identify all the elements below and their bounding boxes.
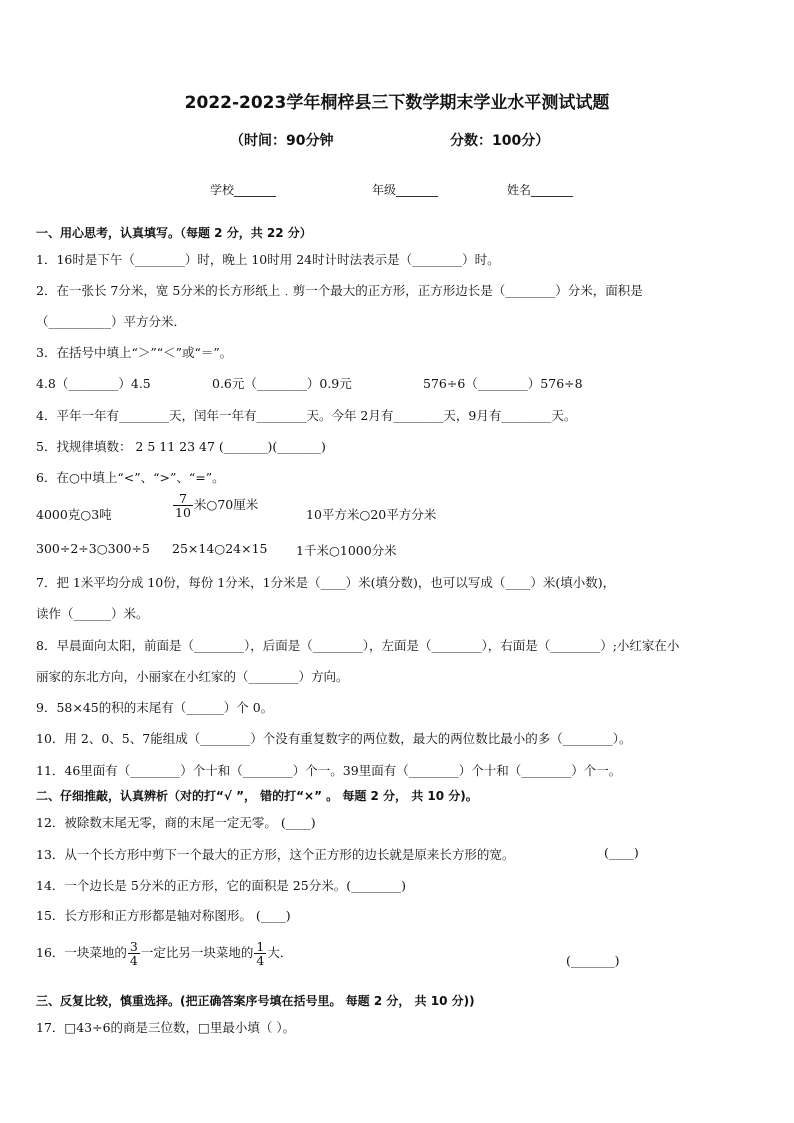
question-6: 6．在○中填上“<”、“>”、“=”。 [36, 470, 225, 485]
question-14: 14．一个边长是 5分米的正方形，它的面积是 25分米。(________) [36, 878, 406, 893]
question-11: 11．46里面有（________）个十和（________）个一。39里面有（________）个十和（________）个一。 [36, 763, 622, 778]
fraction-numerator: 7 [173, 492, 193, 506]
question-12: 12．被除数末尾无零，商的末尾一定无零。 (____) [36, 815, 316, 830]
question-6-part-b-text: 米○70厘米 [193, 497, 259, 513]
question-7-line-2: 读作（______）米。 [36, 606, 149, 621]
fraction-denominator: 10 [175, 505, 191, 521]
question-17: 17．□43÷6的商是三位数，□里最小填（ ）。 [36, 1020, 296, 1035]
fraction-3-4 [128, 940, 140, 967]
question-13-blank: (____) [604, 845, 639, 860]
question-4: 4．平年一年有________天，闰年一年有________天。今年 2月有________天，9月有________天。 [36, 408, 577, 423]
fraction-7-10 [173, 492, 193, 519]
fraction-denominator: 4 [256, 953, 265, 969]
exam-score: 分数：100分） [450, 133, 550, 149]
question-2-line-2: （__________）平方分米． [36, 314, 187, 329]
question-13: 13．从一个长方形中剪下一个最大的正方形，这个正方形的边长就是原来长方形的宽。 [36, 847, 515, 862]
question-6-part-a: 4000克○3吨 [36, 507, 112, 522]
question-16-suffix: 大． [267, 945, 293, 961]
question-8-line-1: 8．早晨面向太阳，前面是（________），后面是（________），左面是（________），右面是（________）;小红家在小 [36, 638, 680, 653]
question-3-part-c: 576÷6（________）576÷8 [423, 376, 583, 391]
question-3-part-a: 4.8（________）4.5 [36, 376, 151, 391]
section-heading-3: 三、反复比较，慎重选择。(把正确答案序号填在括号里。 每题 2 分， 共 10 分)) [36, 994, 475, 1008]
question-16 [36, 940, 292, 967]
fraction-numerator: 1 [256, 939, 265, 954]
question-6-part-c: 10平方米○20平方分米 [306, 507, 437, 522]
question-8-line-2: 丽家的东北方向，小丽家在小红家的（________）方向。 [36, 669, 349, 684]
question-1: 1．16时是下午（________）时，晚上 10时用 24时计时法表示是（________）时。 [36, 252, 500, 267]
question-3-part-b: 0.6元（________）0.9元 [212, 376, 352, 391]
page-title: 2022-2023学年桐梓县三下数学期末学业水平测试试题 [184, 93, 610, 113]
question-6-part-f: 1千米○1000分米 [296, 543, 397, 558]
question-6-part-e: 25×14○24×15 [172, 541, 268, 556]
section-heading-1: 一、用心思考，认真填写。（每题 2 分，共 22 分） [36, 226, 312, 240]
exam-time: （时间：90分钟 [230, 133, 334, 149]
question-6-part-d: 300÷2÷3○300÷5 [36, 541, 150, 556]
question-9: 9．58×45的积的末尾有（______）个 0。 [36, 700, 274, 715]
section-heading-2: 二、仔细推敲，认真辨析（对的打“√ ”， 错的打“×” 。 每题 2 分， 共 10 分)。 [36, 789, 478, 803]
question-15: 15．长方形和正方形都是轴对称图形。 (____) [36, 908, 291, 923]
question-16-middle: 一定比另一块菜地的 [140, 945, 254, 961]
question-3: 3．在括号中填上“＞”“＜”或“＝”。 [36, 345, 233, 360]
question-6-part-b [172, 492, 258, 519]
question-7-line-1: 7．把 1米平均分成 10份，每份 1分米，1分米是（____）米(填分数)，也可以写成（____）米(填小数)， [36, 575, 616, 590]
name-field[interactable]: 姓名_______ [507, 183, 574, 197]
fraction-numerator: 3 [129, 939, 138, 954]
question-16-prefix: 16．一块菜地的 [36, 945, 127, 961]
grade-field[interactable]: 年级_______ [372, 183, 439, 197]
question-5: 5．找规律填数： 2 5 11 23 47 (_______)(_______) [36, 439, 326, 454]
fraction-1-4 [254, 940, 266, 967]
question-2-line-1: 2．在一张长 7分米，宽 5分米的长方形纸上﹒剪一个最大的正方形，正方形边长是（________）分米，面积是 [36, 283, 643, 298]
school-field[interactable]: 学校_______ [210, 183, 277, 197]
question-10: 10．用 2、0、5、7能组成（________）个没有重复数字的两位数，最大的两位数比最小的多（________）。 [36, 731, 632, 746]
fraction-denominator: 4 [129, 953, 138, 969]
question-16-blank: (_______) [566, 953, 620, 968]
